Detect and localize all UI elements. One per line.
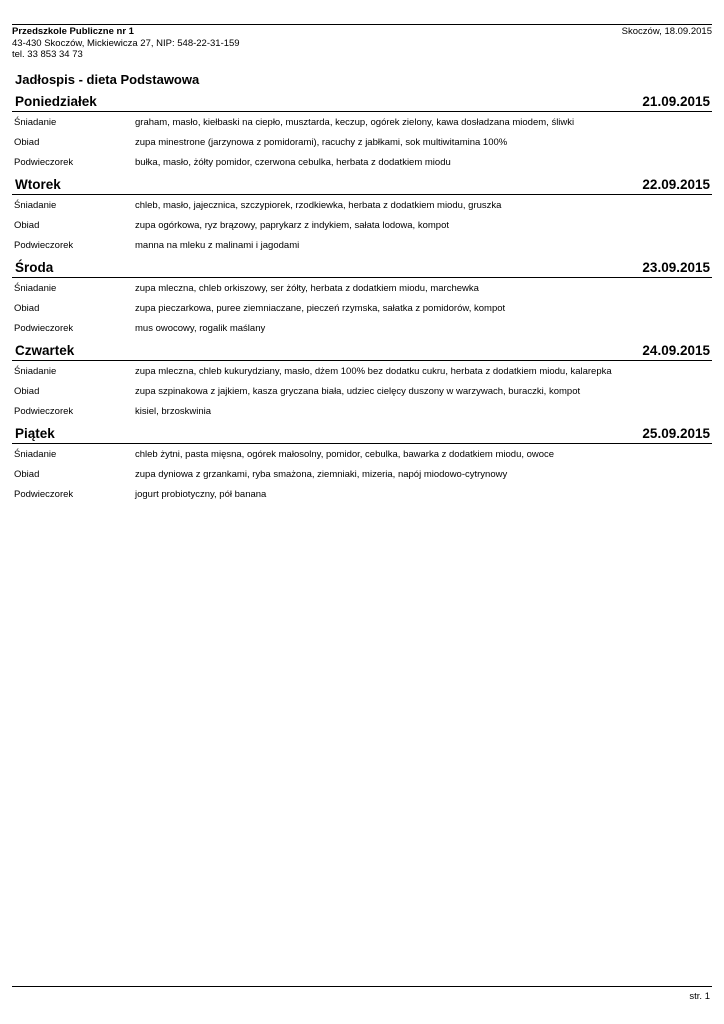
meal-row [12,152,712,172]
meal-label: Obiad [14,302,40,314]
institution-address: 43-430 Skoczów, Mickiewicza 27, NIP: 548-22-31-159 [12,37,240,49]
day-date: 22.09.2015 [642,177,710,192]
meal-description: manna na mleku z malinami i jagodami [135,239,300,251]
meal-row [12,195,712,215]
day-section [12,175,712,258]
day-header [12,92,712,112]
meal-row [12,361,712,381]
day-name: Środa [15,260,54,275]
day-date: 25.09.2015 [642,426,710,441]
meal-row [12,298,712,318]
meal-label: Śniadanie [14,282,57,294]
meal-description: zupa pieczarkowa, puree ziemniaczane, pieczeń rzymska, sałatka z pomidorów, kompot [135,302,506,314]
meal-description: zupa mleczna, chleb kukurydziany, masło, dżem 100% bez dodatku cukru, herbata z dodatkiem miodu, kalarepka [135,365,612,377]
meal-label: Obiad [14,468,40,480]
day-name: Wtorek [15,177,61,192]
meal-label: Podwieczorek [14,488,74,500]
meal-description: zupa mleczna, chleb orkiszowy, ser żółty, herbata z dodatkiem miodu, marchewka [135,282,479,294]
meal-row [12,318,712,338]
meal-row [12,444,712,464]
meal-description: zupa dyniowa z grzankami, ryba smażona, ziemniaki, mizeria, napój miodowo-cytrynowy [135,468,508,480]
day-header [12,175,712,195]
meal-label: Śniadanie [14,365,57,377]
meal-label: Podwieczorek [14,239,74,251]
meal-description: bułka, masło, żółty pomidor, czerwona cebulka, herbata z dodatkiem miodu [135,156,451,168]
day-date: 24.09.2015 [642,343,710,358]
day-header [12,258,712,278]
meal-label: Obiad [14,219,40,231]
place-and-date: Skoczów, 18.09.2015 [621,26,712,37]
meal-description: kisiel, brzoskwinia [135,405,212,417]
meal-row [12,112,712,132]
menu-days [12,92,712,507]
meal-row [12,132,712,152]
page-number: str. 1 [689,991,710,1002]
meal-row [12,464,712,484]
meal-label: Podwieczorek [14,156,74,168]
day-section [12,258,712,341]
meal-description: zupa szpinakowa z jajkiem, kasza gryczana biała, udziec cielęcy duszony w warzywach, buraczki, kompot [135,385,581,397]
day-section [12,341,712,424]
day-name: Piątek [15,426,55,441]
meal-row [12,381,712,401]
day-name: Poniedziałek [15,94,97,109]
meal-row [12,484,712,504]
meal-label: Podwieczorek [14,322,74,334]
day-header [12,341,712,361]
institution-phone: tel. 33 853 34 73 [12,49,83,60]
meal-label: Podwieczorek [14,405,74,417]
header-institution [12,26,240,61]
day-section [12,92,712,175]
bottom-divider [12,986,712,987]
meal-description: mus owocowy, rogalik maślany [135,322,266,334]
meal-row [12,278,712,298]
meal-description: zupa minestrone (jarzynowa z pomidorami), racuchy z jabłkami, sok multiwitamina 100% [135,136,508,148]
institution-name: Przedszkole Publiczne nr 1 [12,26,134,37]
day-name: Czwartek [15,343,75,358]
meal-description: graham, masło, kiełbaski na ciepło, musztarda, keczup, ogórek zielony, kawa dosładzana miodem, śliwki [135,116,575,128]
meal-description: chleb żytni, pasta mięsna, ogórek małosolny, pomidor, cebulka, bawarka z dodatkiem miodu, owoce [135,448,555,460]
day-date: 21.09.2015 [642,94,710,109]
meal-row [12,401,712,421]
meal-description: jogurt probiotyczny, pół banana [135,488,267,500]
meal-label: Śniadanie [14,199,57,211]
day-header [12,424,712,444]
top-divider [12,24,712,25]
meal-row [12,235,712,255]
meal-description: zupa ogórkowa, ryz brązowy, paprykarz z indykiem, sałata lodowa, kompot [135,219,449,231]
day-date: 23.09.2015 [642,260,710,275]
meal-description: chleb, masło, jajecznica, szczypiorek, rzodkiewka, herbata z dodatkiem miodu, gruszka [135,199,502,211]
day-section [12,424,712,507]
meal-label: Obiad [14,136,40,148]
meal-label: Śniadanie [14,116,57,128]
meal-label: Śniadanie [14,448,57,460]
page-title: Jadłospis - dieta Podstawowa [15,72,200,87]
meal-label: Obiad [14,385,40,397]
meal-row [12,215,712,235]
